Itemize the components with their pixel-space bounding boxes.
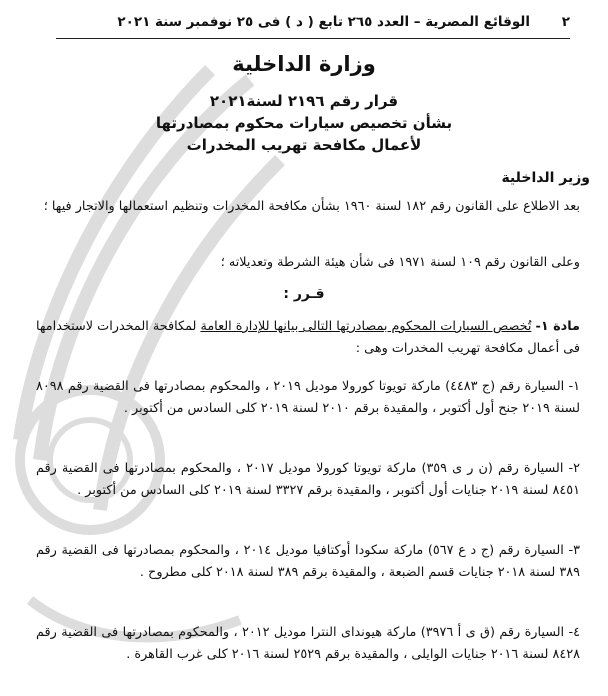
decree-subject-line1: بشأن تخصيص سيارات محكوم بمصادرتها bbox=[155, 114, 453, 132]
article-1-text: لمكافحة المخدرات لاستخدامها فى أعمال مكافحة تهريب المخدرات وهى : bbox=[36, 319, 580, 356]
ministry-title: وزارة الداخلية bbox=[232, 52, 376, 76]
article-1 bbox=[36, 316, 580, 360]
preamble-paragraph-1: بعد الاطلاع على القانون رقم ١٨٢ لسنة ١٩٦٠ بشأن مكافحة المخدرات وتنظيم استعمالها والاتجار فيها ؛ bbox=[43, 199, 580, 214]
list-item: ٣- السيارة رقم (ج د ع ٥٦٧) ماركة سكودا أوكتافيا موديل ٢٠١٤ ، والمحكوم بمصادرتها فى القضية رقم ٣٨٩ لسنة ٢٠١٨ جنايات قسم الضبعة ، والمقيدة برقم ٣٨٩ لسنة ٢٠١٨ كلى مطروح . bbox=[36, 543, 580, 580]
minister-heading: وزير الداخلية bbox=[501, 170, 590, 186]
list-item: ٤- السيارة رقم (ق ى أ ٣٩٧٦) ماركة هيونداى النترا موديل ٢٠١٢ ، والمحكوم بمصادرتها فى القضية رقم ٨٤٢٨ لسنة ٢٠١٦ جنايات الوايلى ، والمقيدة برقم ٢٥٢٩ لسنة ٢٠١٦ كلى غرب القاهرة . bbox=[36, 625, 580, 662]
page-header bbox=[56, 10, 570, 39]
list-item: ٢- السيارة رقم (ن ر ى ٣٥٩) ماركة تويوتا كورولا موديل ٢٠١٧ ، والمحكوم بمصادرتها فى القضية رقم ٨٤٥١ لسنة ٢٠١٩ جنايات أول أكتوبر ، والمقيدة برقم ٣٣٢٧ لسنة ٢٠١٩ كلى السادس من أكتوبر . bbox=[36, 461, 580, 498]
article-1-label: مادة ١- bbox=[535, 319, 580, 334]
decree-subject-line2: لأعمال مكافحة تهريب المخدرات bbox=[186, 136, 422, 154]
preamble-paragraph-2: وعلى القانون رقم ١٠٩ لسنة ١٩٧١ فى شأن هيئة الشرطة وتعديلاته ؛ bbox=[220, 255, 580, 270]
gazette-issue-title: الوقائع المصرية – العدد ٢٦٥ تابع ( د ) فى ٢٥ نوفمبر سنة ٢٠٢١ bbox=[117, 14, 530, 30]
list-item: ١- السيارة رقم (ج ٤٤٨٣) ماركة تويوتا كورولا موديل ٢٠١٩ ، والمحكوم بمصادرتها فى القضية رقم ٨٠٩٨ لسنة ٢٠١٩ جنح أول أكتوبر ، والمقيدة برقم ٢٠١٠ لسنة ٢٠١٩ كلى السادس من أكتوبر . bbox=[36, 379, 580, 416]
page-number: ٢ bbox=[561, 14, 570, 30]
article-1-text-underlined: تُخصص السيارات المحكوم بمصادرتها التالى بيانها للإدارة العامة bbox=[200, 319, 532, 334]
decree-number: قرار رقم ٢١٩٦ لسنة٢٠٢١ bbox=[209, 92, 399, 110]
decree-qarar-heading: قـرر : bbox=[283, 286, 325, 302]
